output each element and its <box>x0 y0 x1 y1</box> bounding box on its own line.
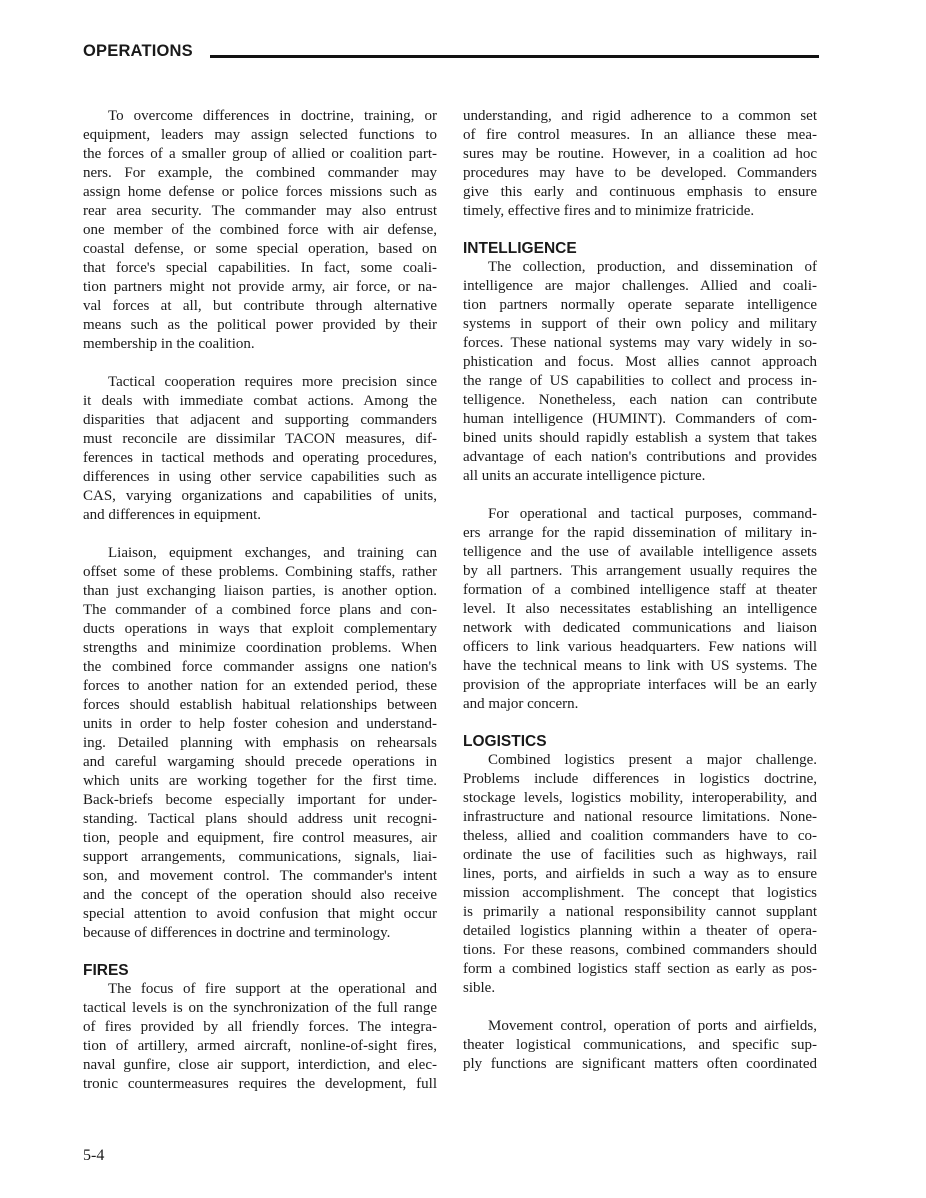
text-line: forces should establish habitual relationships between <box>83 697 437 713</box>
text-line: procedures may have to be developed. Commanders <box>463 165 817 181</box>
paragraph <box>463 751 817 998</box>
text-line: one member of the combined force with air defense, <box>83 222 437 238</box>
text-line: forces. These national systems may vary widely in so- <box>463 335 817 351</box>
text-line: forces to another nation for an extended period, these <box>83 678 437 694</box>
text-line: assign home defense or police forces missions such as <box>83 184 437 200</box>
paragraph <box>463 258 817 486</box>
text-line: phistication and focus. Most allies cannot approach <box>463 354 817 370</box>
paragraph <box>83 980 437 1094</box>
text-line: sures may be routine. However, in a coalition ad hoc <box>463 146 817 162</box>
text-line: Problems include differences in logistics doctrine, <box>463 771 817 787</box>
text-line: CAS, varying organizations and capabilities of units, <box>83 488 437 504</box>
paragraph <box>463 1017 817 1074</box>
paragraph <box>83 373 437 525</box>
text-line: formation of a combined intelligence staff at theater <box>463 582 817 598</box>
section-heading: FIRES <box>83 962 129 979</box>
text-line: than just exchanging liaison parties, is another option. <box>83 583 437 599</box>
text-line: give this early and continuous emphasis to ensure <box>463 184 817 200</box>
text-line: of fire control measures. In an alliance these mea- <box>463 127 817 143</box>
section-title: OPERATIONS <box>83 42 193 60</box>
text-line: human intelligence (HUMINT). Commanders of com- <box>463 411 817 427</box>
text-line: have the technical means to link with US systems. The <box>463 658 817 674</box>
paragraph <box>83 107 437 354</box>
text-line: detailed logistics planning within a theater of opera- <box>463 923 817 939</box>
text-line: theless, allied and coalition commanders have to co- <box>463 828 817 844</box>
text-line: telligence. Nonetheless, each nation can contribute <box>463 392 817 408</box>
text-line: Combined logistics present a major challenge. <box>488 752 817 768</box>
text-line: provision of the appropriate interfaces will be an early <box>463 677 817 693</box>
text-line: son, and movement control. The commander's intent <box>83 868 437 884</box>
text-line: val forces at all, but contribute through alternative <box>83 298 437 314</box>
text-line: understanding, and rigid adherence to a common set <box>463 108 817 124</box>
text-line: that force's special capabilities. In fact, some coali- <box>83 260 437 276</box>
text-line: special attention to avoid confusion that might occur <box>83 906 437 922</box>
text-line: intelligence are major challenges. Allied and coali- <box>463 278 817 294</box>
section-heading: INTELLIGENCE <box>463 240 577 257</box>
text-line: stockage levels, logistics mobility, interoperability, and <box>463 790 817 806</box>
running-header <box>83 42 819 64</box>
text-line: differences in using other service capabilities such as <box>83 469 437 485</box>
text-line: tactical levels is on the synchronization of the full range <box>83 1000 437 1016</box>
text-line: equipment, leaders may assign selected functions to <box>83 127 437 143</box>
text-line: officers to link various headquarters. Few nations will <box>463 639 817 655</box>
text-line: ers arrange for the rapid dissemination of military in- <box>463 525 817 541</box>
text-line: and the concept of the operation should also receive <box>83 887 437 903</box>
text-line: bined units should rapidly establish a system that takes <box>463 430 817 446</box>
text-line: all units an accurate intelligence picture. <box>463 468 706 484</box>
text-line: sible. <box>463 980 496 996</box>
text-line: The collection, production, and dissemination of <box>488 259 817 275</box>
text-line: standing. Tactical plans should address unit recogni- <box>83 811 437 827</box>
section-heading: LOGISTICS <box>463 733 547 750</box>
text-line: form a combined logistics staff section as early as pos- <box>463 961 817 977</box>
text-line: ply functions are significant matters often coordinated <box>463 1056 817 1072</box>
text-line: of fires provided by all friendly forces. The integra- <box>83 1019 437 1035</box>
text-line: because of differences in doctrine and terminology. <box>83 925 391 941</box>
text-line: Tactical cooperation requires more precision since <box>108 374 437 390</box>
text-line: is primarily a national responsibility cannot supplant <box>463 904 817 920</box>
text-line: level. It also necessitates establishing an intelligence <box>463 601 817 617</box>
text-line: means such as the political power provided by their <box>83 317 437 333</box>
text-line: ners. For example, the combined commander may <box>83 165 437 181</box>
text-line: and major concern. <box>463 696 579 712</box>
text-line: tion partners might not provide army, air force, or na- <box>83 279 437 295</box>
paragraph <box>463 505 817 714</box>
text-line: infrastructure and national resource limitations. None- <box>463 809 817 825</box>
text-line: strengths and minimize coordination problems. When <box>83 640 437 656</box>
text-line: support arrangements, communications, signals, liai- <box>83 849 437 865</box>
text-line: network with dedicated communications and liaison <box>463 620 817 636</box>
text-line: naval gunfire, close air support, interdiction, and elec- <box>83 1057 437 1073</box>
text-line: tions. For these reasons, combined commanders should <box>463 942 817 958</box>
text-line: and careful wargaming should precede operations in <box>83 754 437 770</box>
text-line: by all partners. This arrangement usually requires the <box>463 563 817 579</box>
text-line: units in order to help foster cohesion and understand- <box>83 716 437 732</box>
text-line: ing. Detailed planning with emphasis on rehearsals <box>83 735 437 751</box>
text-line: ferences in tactical methods and operating procedures, <box>83 450 437 466</box>
text-line: it deals with immediate combat actions. Among the <box>83 393 437 409</box>
text-line: mission accomplishment. The concept that logistics <box>463 885 817 901</box>
text-line: ducts operations in ways that exploit complementary <box>83 621 437 637</box>
text-line: For operational and tactical purposes, command- <box>488 506 817 522</box>
text-line: which units are working together for the first time. <box>83 773 437 789</box>
text-line: The focus of fire support at the operational and <box>108 981 437 997</box>
text-line: Liaison, equipment exchanges, and training can <box>108 545 437 561</box>
text-line: rear area security. The commander may also entrust <box>83 203 437 219</box>
text-line: tion partners normally operate separate intelligence <box>463 297 817 313</box>
text-line: must reconcile are dissimilar TACON measures, dif- <box>83 431 437 447</box>
text-line: tion, people and equipment, fire control measures, air <box>83 830 437 846</box>
right-column <box>463 107 817 1074</box>
text-line: lines, ports, and airfields in such a way as to ensure <box>463 866 817 882</box>
text-line: disparities that adjacent and supporting commanders <box>83 412 437 428</box>
text-line: Movement control, operation of ports and airfields, <box>488 1018 817 1034</box>
text-line: theater logistical communications, and specific sup- <box>463 1037 817 1053</box>
text-line: timely, effective fires and to minimize fratricide. <box>463 203 755 219</box>
text-line: and differences in equipment. <box>83 507 261 523</box>
text-line: To overcome differences in doctrine, training, or <box>108 108 437 124</box>
text-line: systems in support of their own policy and military <box>463 316 817 332</box>
page-number: 5-4 <box>83 1147 105 1164</box>
text-line: tion of artillery, armed aircraft, nonline-of-sight fires, <box>83 1038 437 1054</box>
text-line: offset some of these problems. Combining staffs, rather <box>83 564 437 580</box>
text-line: coastal defense, or some special operation, based on <box>83 241 437 257</box>
text-line: the range of US capabilities to collect and process in- <box>463 373 817 389</box>
header-rule <box>210 55 819 58</box>
text-line: tronic countermeasures requires the development, full <box>83 1076 437 1092</box>
text-line: telligence and the use of available intelligence assets <box>463 544 817 560</box>
paragraph <box>463 107 817 221</box>
text-line: the forces of a smaller group of allied or coalition part- <box>83 146 437 162</box>
text-line: Back-briefs become especially important for under- <box>83 792 437 808</box>
text-line: the combined force commander assigns one nation's <box>83 659 437 675</box>
paragraph <box>83 544 437 943</box>
text-line: membership in the coalition. <box>83 336 255 352</box>
left-column <box>83 107 437 1094</box>
text-line: ordinate the use of facilities such as highways, rail <box>463 847 817 863</box>
text-line: advantage of each nation's contributions and provides <box>463 449 817 465</box>
text-line: The commander of a combined force plans and con- <box>83 602 437 618</box>
